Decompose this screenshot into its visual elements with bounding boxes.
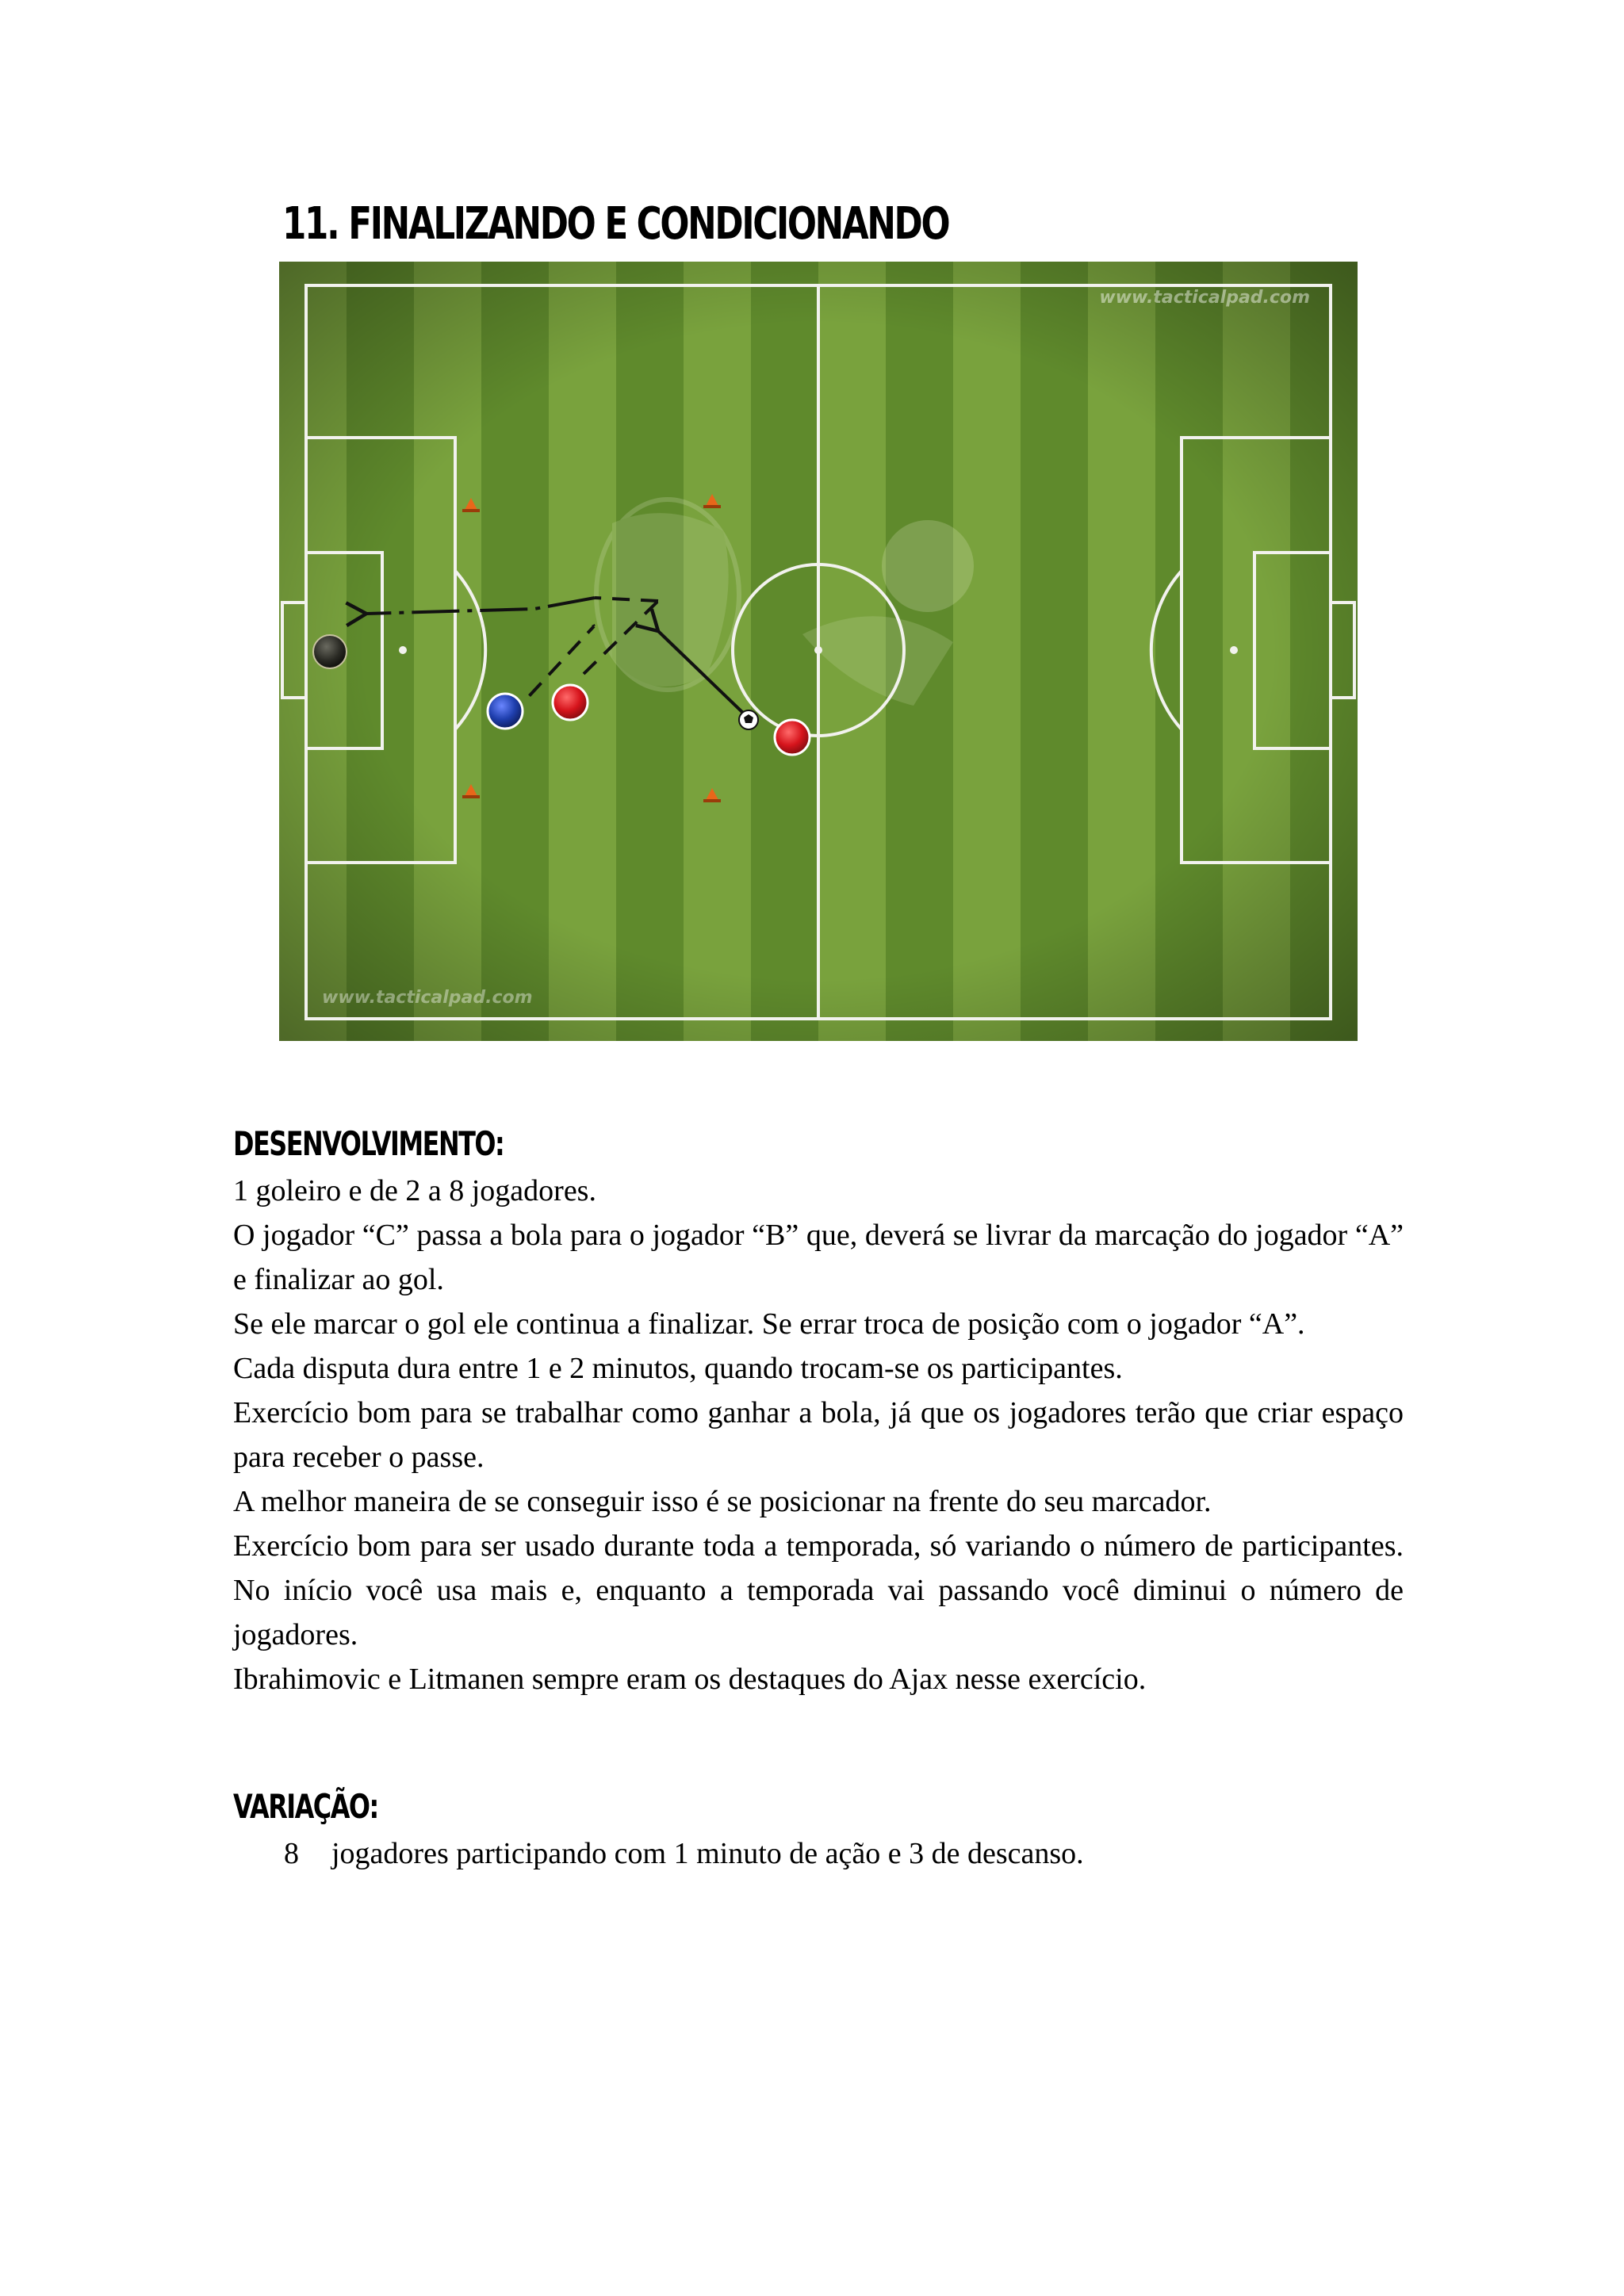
player-b-red-marker [553,685,588,720]
paragraph: Exercício bom para se trabalhar como ganhar a bola, já que os jogadores terão que criar espaço para receber o passe. [233,1396,1404,1474]
player-c-red-marker [775,720,810,755]
variation-heading: VARIAÇÃO: [233,1787,378,1826]
tactical-diagram [279,262,1358,1041]
paragraph: Cada disputa dura entre 1 e 2 minutos, quando trocam-se os participantes. [233,1352,1123,1385]
goalkeeper-marker [313,635,347,668]
development-text [233,1169,1404,1701]
paragraph: 1 goleiro e de 2 a 8 jogadores. [233,1174,596,1207]
variation-list [233,1831,1404,1876]
page-title: 11. FINALIZANDO E CONDICIONANDO [282,198,949,250]
ball-icon [739,710,758,729]
football-pitch [279,262,1358,1041]
paragraph: A melhor maneira de se conseguir isso é se posicionar na frente do seu marcador. [233,1485,1212,1518]
list-item [233,1831,1404,1876]
paragraph: Ibrahimovic e Litmanen sempre eram os destaques do Ajax nesse exercício. [233,1663,1147,1696]
player-a-blue-marker [488,694,523,729]
watermark-top: www.tacticalpad.com [1099,288,1310,308]
development-heading: DESENVOLVIMENTO: [233,1124,504,1163]
paragraph: Exercício bom para ser usado durante toda a temporada, só variando o número de participantes. No início você usa mais e, enquanto a temporada vai passando você diminui o número de jogadores. [233,1529,1404,1651]
list-item-number: 8 [284,1837,299,1870]
paragraph: Se ele marcar o gol ele continua a finalizar. Se errar troca de posição com o jogador “A”. [233,1307,1305,1341]
list-item-text: jogadores participando com 1 minuto de ação e 3 de descanso. [331,1837,1084,1870]
paragraph: O jogador “C” passa a bola para o jogador “B” que, deverá se livrar da marcação do jogador “A” e finalizar ao gol. [233,1219,1404,1296]
watermark-bottom: www.tacticalpad.com [322,988,533,1008]
